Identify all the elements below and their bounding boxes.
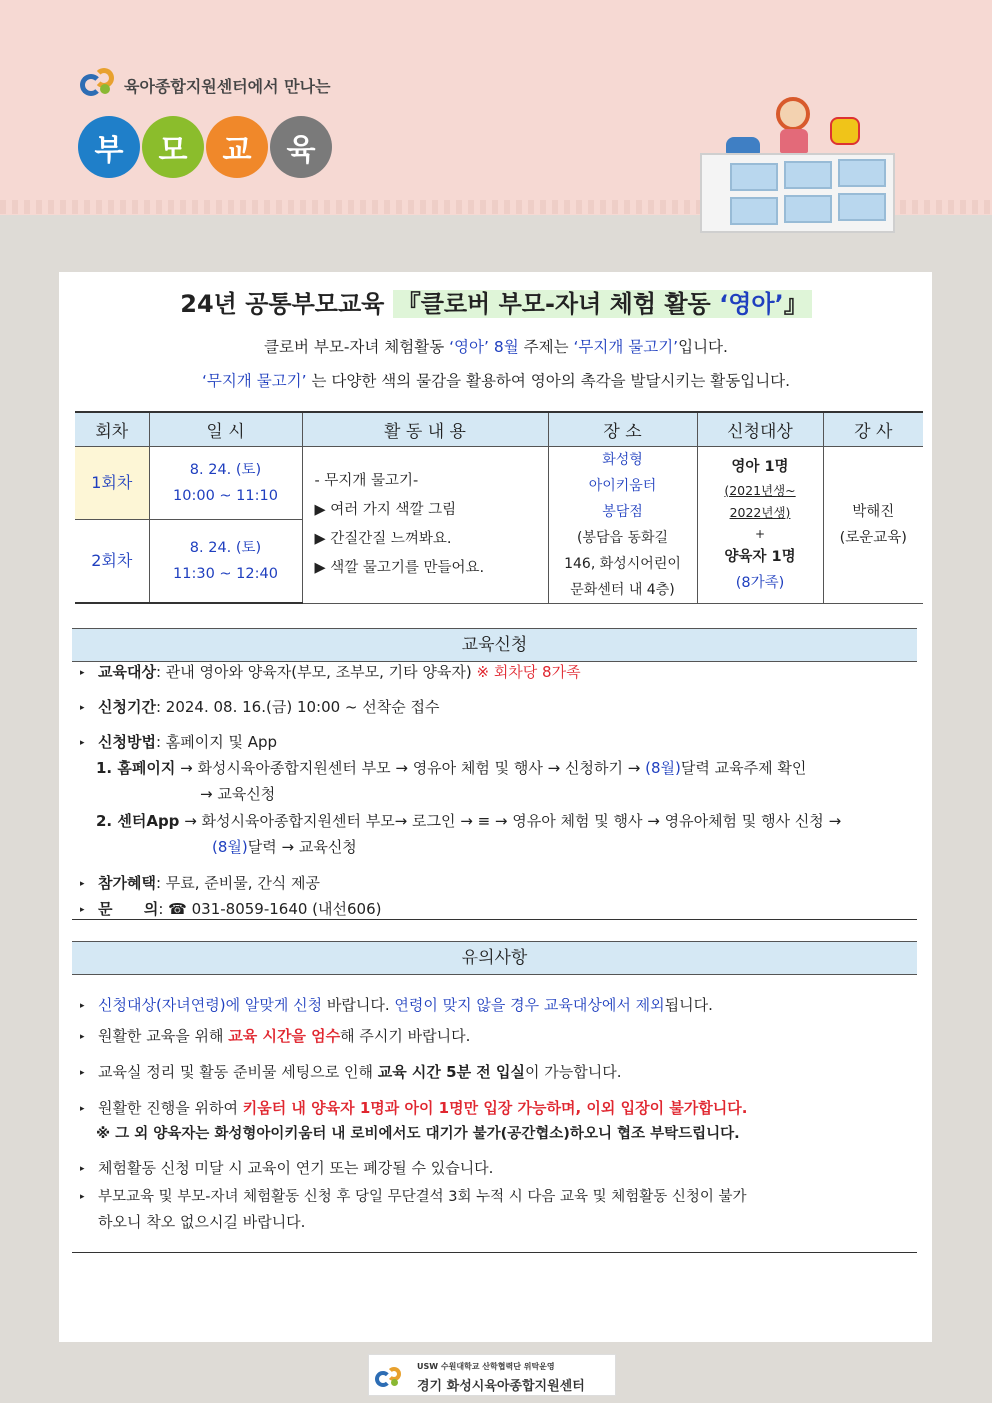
- place-cell: 화성형 아이키움터 봉담점 (봉담읍 동화길 146, 화성시어린이 문화센터 내 4층): [548, 446, 697, 603]
- apply-period-item: ▸ 신청기간: 2024. 08. 16.(금) 10:00 ~ 선착순 접수: [80, 696, 920, 719]
- round-cell: 2회차: [75, 519, 149, 603]
- app-steps-cont: (8월)달력 → 교육신청: [212, 838, 357, 856]
- bullet-icon: ▸: [80, 702, 85, 713]
- apply-section-title: 교육신청: [72, 628, 917, 662]
- note-item: ▸ 부모교육 및 부모-자녀 체험활동 신청 후 당일 무단결석 3회 누적 시 다음 교육 및 체험활동 신청이 불가: [80, 1185, 920, 1208]
- table-header-row: [75, 412, 923, 446]
- logo-subtitle: 육아종합지원센터에서 만나는: [124, 76, 331, 96]
- title-circle: 모: [142, 116, 204, 178]
- center-logo-icon: [80, 66, 118, 104]
- contact-item: ▸ 문 의: ☎ 031-8059-1640 (내선606): [80, 898, 920, 921]
- intro-line-2: ‘무지개 물고기’ 는 다양한 색의 물감을 활용하여 영아의 촉각을 발달시키는 활동입니다.: [201, 372, 791, 390]
- title-circle: 부: [78, 116, 140, 178]
- homepage-steps-cont: → 교육신청: [200, 785, 276, 803]
- activity-cell: - 무지개 물고기- ▶ 여러 가지 색깔 그림 ▶ 간질간질 느껴봐요. ▶ 색깔 물고기를 만들어요.: [302, 446, 548, 603]
- note-item: ▸ 원활한 진행을 위하여 키움터 내 양육자 1명과 아이 1명만 입장 가능하며, 이외 입장이 불가합니다.: [80, 1097, 920, 1120]
- app-steps: 2. 센터App → 화성시육아종합지원센터 부모→ 로그인 → ≡ → 영유아 체험 및 행사 → 영유아체험 및 행사 신청 →: [96, 812, 842, 830]
- bullet-icon: ▸: [80, 1163, 85, 1174]
- notes-section-title: 유의사항: [72, 941, 917, 975]
- column-header: 강 사: [823, 412, 923, 446]
- bullet-icon: ▸: [80, 1191, 85, 1202]
- footer-logo: [368, 1354, 616, 1396]
- note-remark: ※ 그 외 양육자는 화성형아이키움터 내 로비에서도 대기가 불가(공간협소)하오니 협조 부탁드립니다.: [96, 1126, 740, 1142]
- toy-shelf-illustration: [700, 95, 900, 235]
- benefit-item: ▸ 참가혜택: 무료, 준비물, 간식 제공: [80, 872, 920, 895]
- note-item: ▸ 원활한 교육을 위해 교육 시간을 엄수해 주시기 바랍니다.: [80, 1025, 920, 1048]
- bullet-icon: ▸: [80, 1103, 85, 1114]
- bullet-icon: ▸: [80, 1031, 85, 1042]
- note-item: ▸ 신청대상(자녀연령)에 알맞게 신청 바랍니다. 연령이 맞지 않을 경우 교육대상에서 제외됩니다.: [80, 994, 920, 1017]
- homepage-steps: 1. 홈페이지 → 화성시육아종합지원센터 부모 → 영유아 체험 및 행사 → 신청하기 → (8월)달력 교육주제 확인: [96, 759, 807, 777]
- center-logo: [80, 66, 331, 104]
- intro-line-1: 클로버 부모-자녀 체험활동 ‘영아’ 8월 주제는 ‘무지개 물고기’입니다.: [264, 338, 728, 356]
- divider: [72, 1252, 917, 1253]
- note-item: ▸ 체험활동 신청 미달 시 교육이 연기 또는 폐강될 수 있습니다.: [80, 1157, 920, 1180]
- column-header: 신청대상: [697, 412, 823, 446]
- column-header: 장 소: [548, 412, 697, 446]
- divider: [72, 919, 917, 920]
- toy-phone-icon: [830, 117, 860, 145]
- datetime-cell: 8. 24. (토) 10:00 ~ 11:10: [149, 446, 302, 519]
- column-header: 일 시: [149, 412, 302, 446]
- document-title: 24년 공통부모교육 『클로버 부모-자녀 체험 활동 ‘영아’』: [0, 284, 992, 319]
- shelf: [700, 153, 895, 233]
- datetime-cell: 8. 24. (토) 11:30 ~ 12:40: [149, 519, 302, 603]
- schedule-table: [75, 411, 923, 604]
- apply-method-item: ▸ 신청방법: 홈페이지 및 App: [80, 731, 920, 754]
- apply-target-item: ▸ 교육대상: 관내 영아와 양육자(부모, 조부모, 기타 양육자) ※ 회차당 8가족: [80, 661, 920, 684]
- center-logo-icon: [375, 1367, 411, 1389]
- bullet-icon: ▸: [80, 1067, 85, 1078]
- title-circle: 육: [270, 116, 332, 178]
- round-cell: 1회차: [75, 446, 149, 519]
- note-item-cont: 하오니 착오 없으시길 바랍니다.: [98, 1213, 306, 1231]
- bullet-icon: ▸: [80, 667, 85, 678]
- bullet-icon: ▸: [80, 904, 85, 915]
- title-circle: 교: [206, 116, 268, 178]
- parent-education-title: [78, 116, 332, 178]
- instructor-cell: 박해진 (로운교육): [823, 446, 923, 603]
- bullet-icon: ▸: [80, 737, 85, 748]
- bullet-icon: ▸: [80, 878, 85, 889]
- table-row: [75, 446, 923, 519]
- footer-operator: USW 수원대학교 산학협력단 위탁운영: [417, 1362, 555, 1371]
- column-header: 회차: [75, 412, 149, 446]
- doll-icon: [776, 97, 810, 131]
- bullet-icon: ▸: [80, 1000, 85, 1011]
- footer-center-name: 경기 화성시육아종합지원센터: [417, 1379, 585, 1394]
- target-cell: 영아 1명 (2021년생~ 2022년생) + 양육자 1명 (8가족): [697, 446, 823, 603]
- column-header: 활 동 내 용: [302, 412, 548, 446]
- note-item: ▸ 교육실 정리 및 활동 준비물 세팅으로 인해 교육 시간 5분 전 입실이 가능합니다.: [80, 1061, 920, 1084]
